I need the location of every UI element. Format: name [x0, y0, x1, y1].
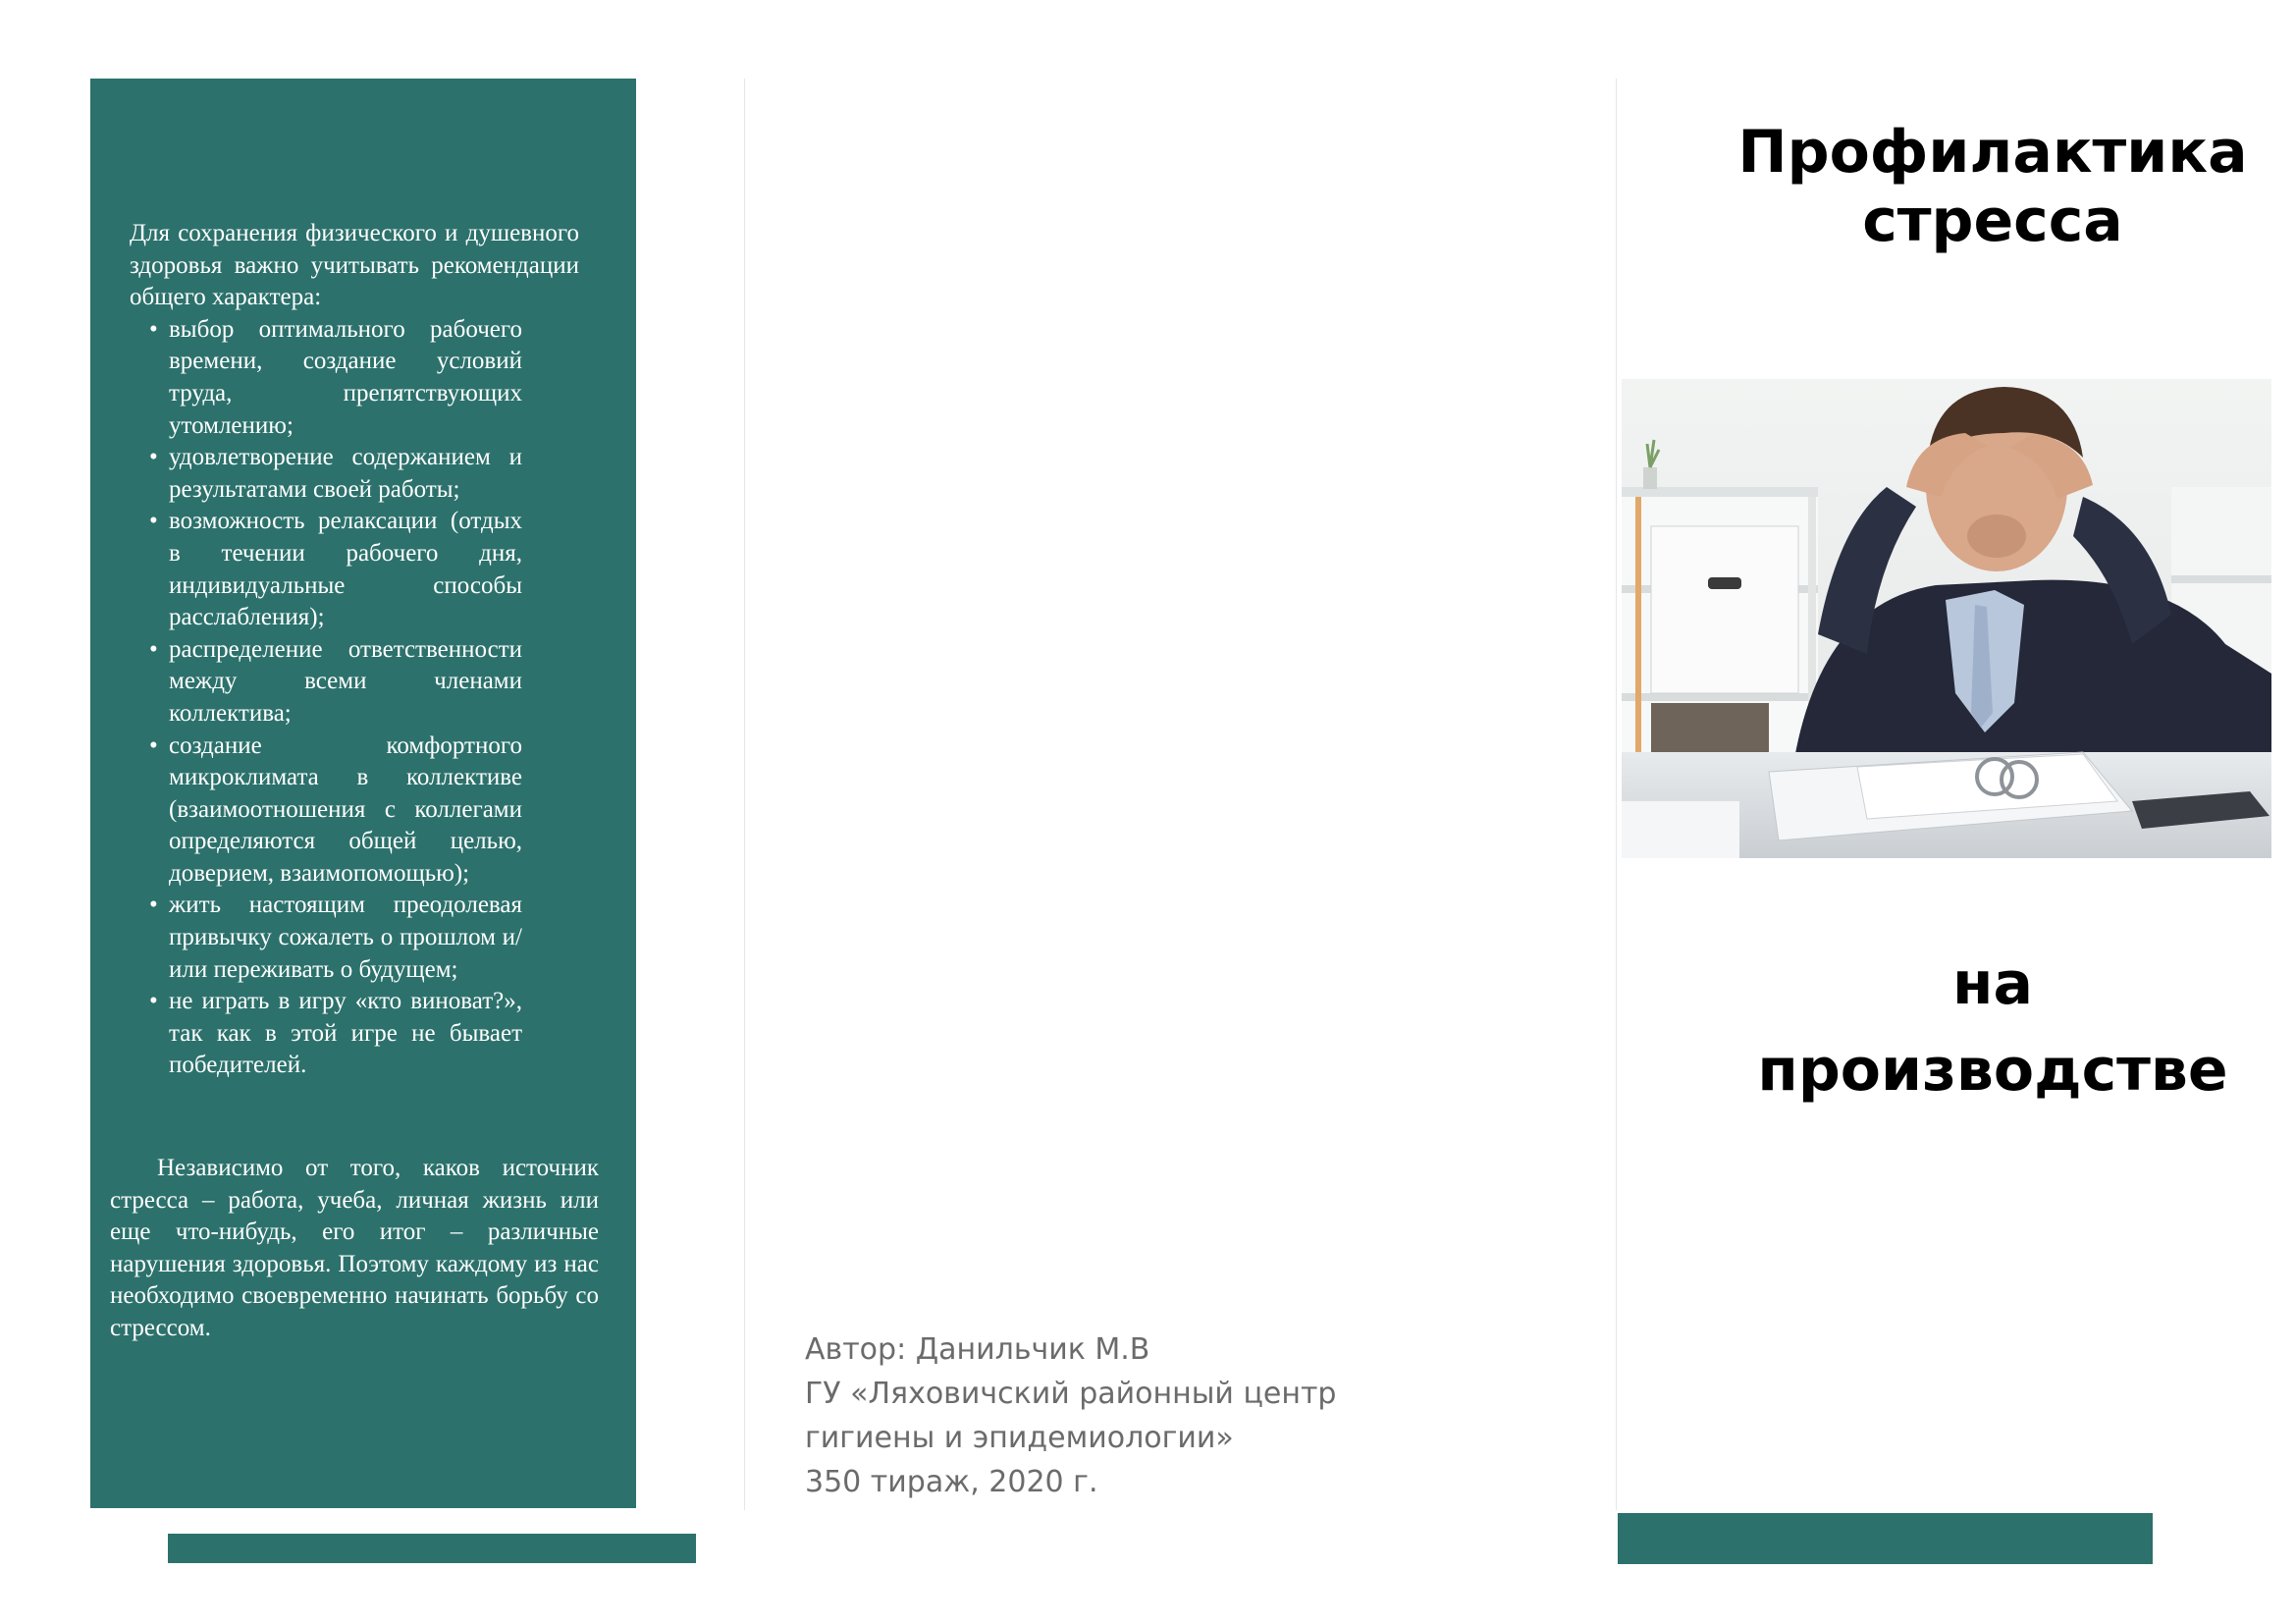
organization-line-2: гигиены и эпидемиологии»: [805, 1421, 1234, 1455]
conclusion-text: Независимо от того, каков источник стресса – работа, учеба, личная жизнь или еще что-нибудь, его итог – различные нарушения здоровья. Поэтому каждому из нас необходимо своевременно начинать борьбу со стрессом.: [110, 1155, 599, 1341]
cover-subtitle: [1659, 941, 2296, 1113]
cover-title: [1659, 118, 2296, 255]
bullet-icon: •: [149, 508, 158, 535]
stressed-man-photo: [1622, 379, 2271, 858]
left-accent-bar: [168, 1534, 696, 1563]
list-item: • жить настоящим преодолевая привычку сожалеть о прошлом и/или переживать о будущем;: [149, 892, 522, 983]
cover-title-line-2: стресса: [1862, 187, 2123, 255]
bullet-icon: •: [149, 988, 158, 1015]
bullet-icon: •: [149, 444, 158, 471]
fold-divider-1: [744, 79, 745, 1510]
cover-subtitle-line-1: на: [1952, 949, 2033, 1018]
bullet-icon: •: [149, 635, 158, 663]
recommendations-list: [130, 314, 579, 1082]
bullet-icon: •: [149, 892, 158, 919]
list-item: • выбор оптимального рабочего времени, создание условий труда, препятствующих утомлению;: [149, 315, 522, 439]
author-name: Автор: Данильчик М.В: [805, 1332, 1150, 1367]
print-run: 350 тираж, 2020 г.: [805, 1465, 1098, 1499]
list-item: • не играть в игру «кто виноват?», так как в этой игре не бывает победителей.: [149, 988, 522, 1079]
list-item: • возможность релаксации (отдых в течении рабочего дня, индивидуальные способы расслабления);: [149, 508, 522, 631]
right-accent-bar: [1618, 1513, 2153, 1564]
organization-line-1: ГУ «Ляховичский районный центр: [805, 1377, 1337, 1411]
list-item: • распределение ответственности между всеми членами коллектива;: [149, 635, 522, 727]
author-block: [805, 1327, 1336, 1504]
list-item: • создание комфортного микроклимата в коллективе (взаимоотношения с коллегами определяются общей целью, доверием, взаимопомощью);: [149, 731, 522, 887]
cover-title-line-1: Профилактика: [1737, 118, 2248, 187]
cover-subtitle-line-2: производстве: [1757, 1036, 2228, 1105]
recommendations-block: [130, 218, 579, 1082]
list-item: • удовлетворение содержанием и результатами своей работы;: [149, 444, 522, 503]
bullet-icon: •: [149, 731, 158, 759]
intro-text: Для сохранения физического и душевного здоровья важно учитывать рекомендации общего характера:: [130, 220, 579, 311]
bullet-icon: •: [149, 315, 158, 343]
fold-divider-2: [1616, 79, 1617, 1510]
